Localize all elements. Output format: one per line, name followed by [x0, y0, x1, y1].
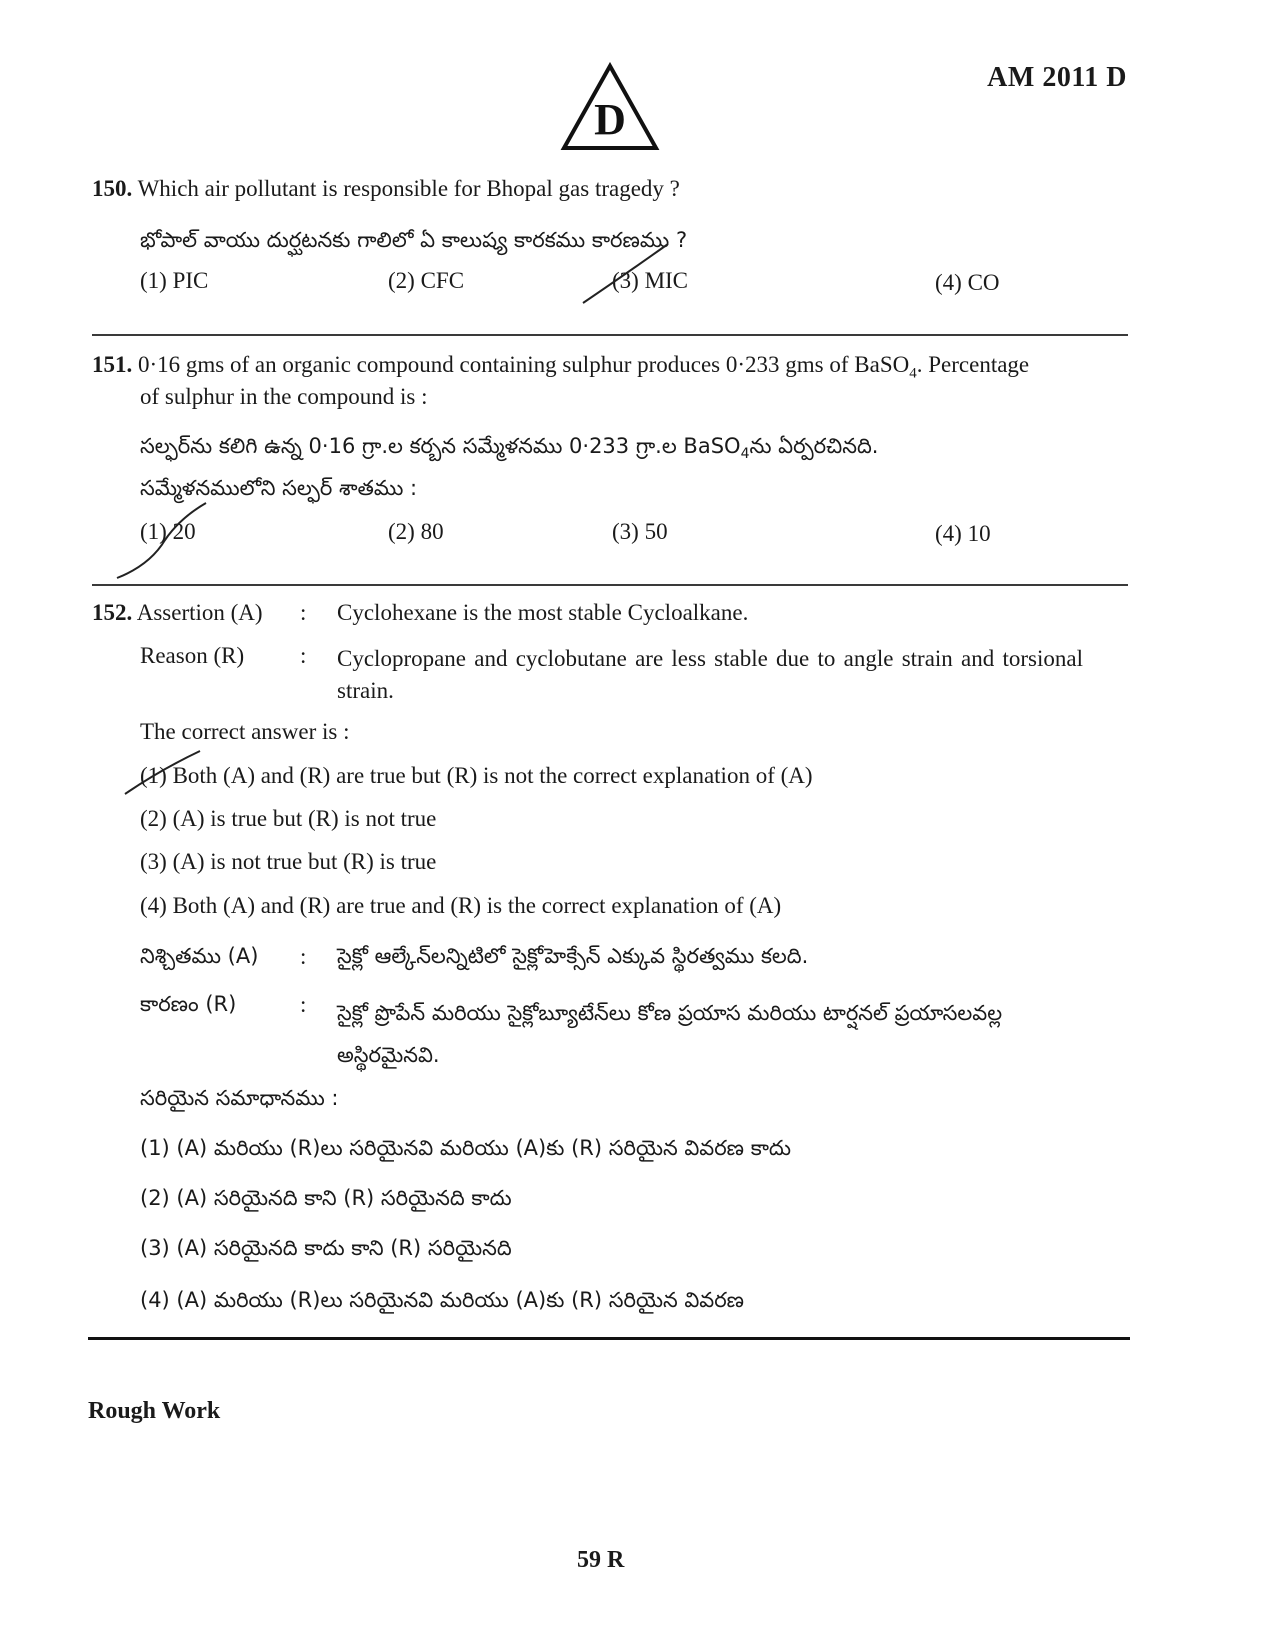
question-number: 150. [92, 176, 133, 201]
question-text: 0·16 gms of an organic compound containing sulphur produces 0·233 gms of BaSO [138, 352, 910, 377]
question-151-line2: of sulphur in the compound is : [140, 384, 428, 409]
question-150 [92, 176, 680, 202]
question-150-telugu: భోపాల్ వాయు దుర్ఘటనకు గాలిలో ఏ కాలుష్య కారకము కారణము ? [140, 228, 688, 252]
divider [92, 334, 1128, 336]
divider [92, 584, 1128, 586]
reason-label: Reason (R) [140, 643, 245, 668]
colon: : [300, 944, 307, 969]
option-4: (4) CO [935, 270, 1000, 295]
question-text: Which air pollutant is responsible for Bhopal gas tragedy ? [137, 176, 680, 201]
question-151-telugu [140, 434, 878, 464]
subscript: 4 [740, 446, 750, 463]
telugu-option-1: (1) (A) మరియు (R)లు సరియైనవి మరియు (A)కు (R) సరియైన వివరణ కాదు [140, 1136, 792, 1160]
answer-prompt: The correct answer is : [140, 719, 350, 744]
option-3: (3) MIC [612, 268, 689, 293]
rough-work-divider [88, 1337, 1130, 1340]
question-number: 152. [92, 600, 133, 625]
telugu-reason-text: సైక్లో ప్రొపేన్ మరియు సైక్లోబ్యూటేన్‌లు కోణ ప్రయాస మరియు టార్షనల్ ప్రయాసలవల్ల అస్థిరమైనవి. [337, 1001, 1003, 1067]
telugu-option-2: (2) (A) సరియైనది కాని (R) సరియైనది కాదు [140, 1186, 512, 1210]
rough-work-label: Rough Work [88, 1398, 221, 1424]
telugu-answer-prompt: సరియైన సమాధానము : [140, 1086, 339, 1110]
option-1: (1) Both (A) and (R) are true but (R) is not the correct explanation of (A) [140, 763, 813, 788]
question-152-assertion-label [92, 600, 263, 626]
option-2: (2) CFC [388, 268, 465, 293]
telugu-text-cont: ను ఏర్పరచినది. [749, 434, 879, 458]
set-letter: D [594, 95, 626, 144]
option-3: (3) (A) is not true but (R) is true [140, 849, 437, 874]
telugu-reason-label: కారణం (R) [140, 992, 237, 1016]
subscript: 4 [909, 365, 917, 382]
option-2: (2) 80 [388, 519, 444, 544]
reason-text: Cyclopropane and cyclobutane are less stable due to angle strain and torsional strain. [337, 646, 1083, 703]
colon: : [300, 600, 307, 625]
telugu-text: సల్ఫర్‌ను కలిగి ఉన్న 0·16 గ్రా.ల కర్బన సమ్మేళనము 0·233 గ్రా.ల BaSO [140, 434, 741, 458]
telugu-option-4: (4) (A) మరియు (R)లు సరియైనవి మరియు (A)కు (R) సరియైన వివరణ [140, 1288, 745, 1312]
set-d-triangle-logo [560, 62, 660, 152]
page-number: 59 R [577, 1547, 625, 1573]
assertion-text: Cyclohexane is the most stable Cycloalkane. [337, 600, 749, 625]
question-text-cont: . Percentage [916, 352, 1030, 377]
question-number: 151. [92, 352, 133, 377]
option-4: (4) 10 [935, 521, 991, 546]
question-151-telugu-line2: సమ్మేళనములోని సల్ఫర్ శాతము : [140, 476, 418, 500]
colon: : [300, 643, 307, 668]
question-151 [92, 352, 1029, 383]
option-3: (3) 50 [612, 519, 668, 544]
paper-code: AM 2011 D [987, 62, 1127, 93]
option-1: (1) PIC [140, 268, 209, 293]
assertion-label: Assertion (A) [136, 600, 263, 625]
option-4: (4) Both (A) and (R) are true and (R) is the correct explanation of (A) [140, 893, 782, 918]
option-1: (1) 20 [140, 519, 196, 544]
telugu-assertion-label: నిశ్చితము (A) [140, 944, 259, 968]
colon: : [300, 992, 307, 1017]
telugu-assertion-text: సైక్లో ఆల్కేన్‌లన్నిటిలో సైక్లోహెక్సేన్ ఎక్కువ స్థిరత్వము కలది. [337, 944, 809, 968]
option-2: (2) (A) is true but (R) is not true [140, 806, 437, 831]
telugu-option-3: (3) (A) సరియైనది కాదు కాని (R) సరియైనది [140, 1236, 512, 1260]
